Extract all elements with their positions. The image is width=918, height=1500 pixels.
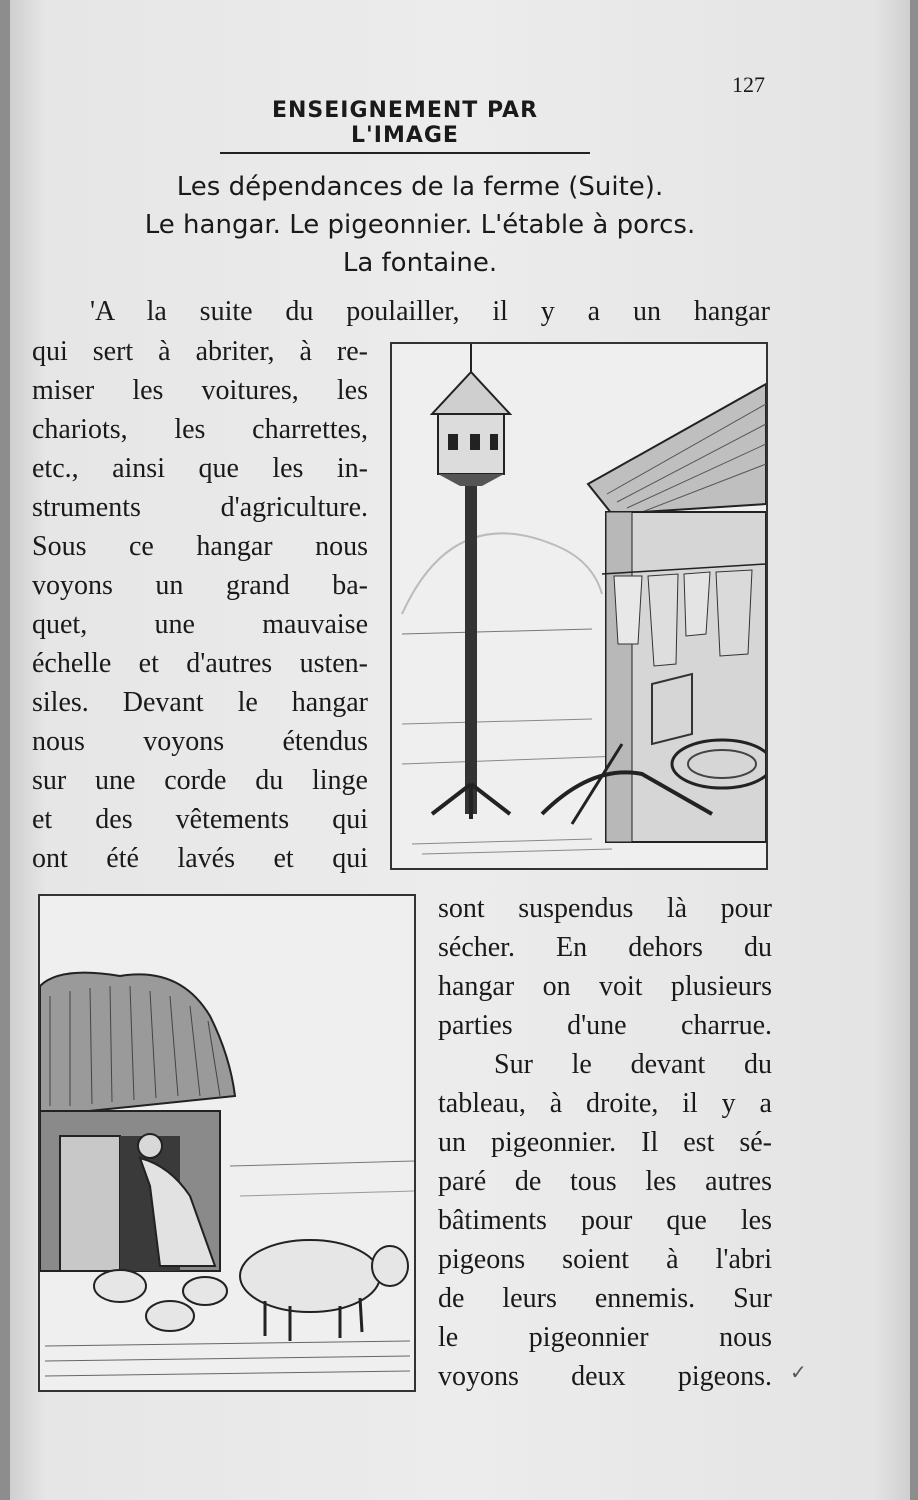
paragraph-line: et des vêtements qui xyxy=(32,804,368,835)
lesson-title-line: La fontaine. xyxy=(342,248,498,278)
paragraph-line: miser les voitures, les xyxy=(32,375,368,406)
paragraph-line: Sous ce hangar nous xyxy=(32,531,368,562)
paragraph-line: bâtiments pour que les xyxy=(438,1205,772,1236)
paragraph-line: Sur le devant du xyxy=(494,1049,772,1080)
paragraph-line: nous voyons étendus xyxy=(32,726,368,757)
paragraph-line: voyons deux pigeons. xyxy=(438,1361,772,1392)
paragraph-line: hangar on voit plusieurs xyxy=(438,971,772,1002)
paragraph-line: le pigeonnier nous xyxy=(438,1322,772,1353)
paragraph-line: qui sert à abriter, à re- xyxy=(32,336,368,367)
checkmark-icon: ✓ xyxy=(790,1360,807,1384)
paragraph-line: parties d'une charrue. xyxy=(438,1010,772,1041)
paragraph-line: sécher. En dehors du xyxy=(438,932,772,963)
paragraph-line: etc., ainsi que les in- xyxy=(32,453,368,484)
paragraph-line: struments d'agriculture. xyxy=(32,492,368,523)
paragraph-line: de leurs ennemis. Sur xyxy=(438,1283,772,1314)
etable-porcs-illustration xyxy=(40,896,414,1390)
lesson-title-line: Les dépendances de la ferme (Suite). xyxy=(176,172,664,202)
paragraph-line: ont été lavés et qui xyxy=(32,843,368,874)
paragraph-line: siles. Devant le hangar xyxy=(32,687,368,718)
paragraph-line: quet, une mauvaise xyxy=(32,609,368,640)
lesson-title-line: Le hangar. Le pigeonnier. L'étable à porcs. xyxy=(144,210,696,240)
paragraph-line: échelle et d'autres usten- xyxy=(32,648,368,679)
paragraph-line: un pigeonnier. Il est sé- xyxy=(438,1127,772,1158)
book-page xyxy=(10,0,910,1500)
figure-pigeonnier-hangar xyxy=(390,342,768,870)
page-number: 127 xyxy=(732,72,765,97)
paragraph-line: pigeons soient à l'abri xyxy=(438,1244,772,1275)
paragraph-line: paré de tous les autres xyxy=(438,1166,772,1197)
paragraph-line: voyons un grand ba- xyxy=(32,570,368,601)
paragraph-line: tableau, à droite, il y a xyxy=(438,1088,772,1119)
paragraph-line: 'A la suite du poulailler, il y a un hangar xyxy=(90,296,770,327)
series-title: ENSEIGNEMENT PAR L'IMAGE xyxy=(220,98,590,154)
lesson-title xyxy=(70,168,770,282)
paragraph-line: sont suspendus là pour xyxy=(438,893,772,924)
figure-etable-porcs xyxy=(38,894,416,1392)
pigeonnier-hangar-illustration xyxy=(392,344,766,868)
paragraph-line: chariots, les charrettes, xyxy=(32,414,368,445)
paragraph-line: sur une corde du linge xyxy=(32,765,368,796)
